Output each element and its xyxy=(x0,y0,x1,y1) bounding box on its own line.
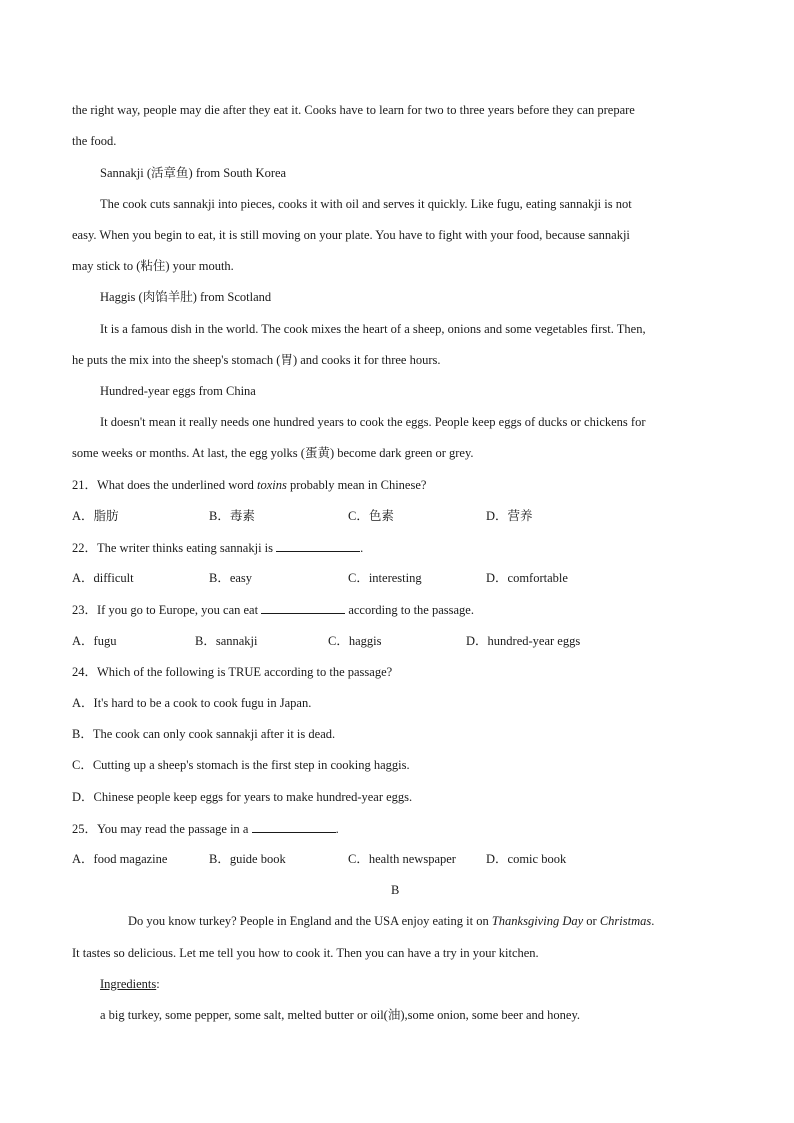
passage-line: The cook cuts sannakji into pieces, cooks it with oil and serves it quickly. Like fugu, eating sannakji is not xyxy=(100,197,632,211)
question-23-stem xyxy=(72,601,474,618)
option-c[interactable]: C．interesting xyxy=(348,571,422,585)
option-c[interactable]: C．Cutting up a sheep's stomach is the first step in cooking haggis. xyxy=(72,758,410,772)
colon: : xyxy=(156,977,160,991)
question-22-stem xyxy=(72,539,363,556)
passage-line xyxy=(128,913,654,929)
passage-line: he puts the mix into the sheep's stomach (胃) and cooks it for three hours. xyxy=(72,353,441,367)
question-text: according to the passage. xyxy=(345,603,474,617)
answer-blank[interactable] xyxy=(252,820,336,833)
passage-line: It doesn't mean it really needs one hundred years to cook the eggs. People keep eggs of ducks or chickens for xyxy=(100,415,646,429)
passage-line: easy. When you begin to eat, it is still moving on your plate. You have to fight with your food, because sannakji xyxy=(72,228,630,242)
question-text: probably mean in Chinese? xyxy=(286,478,427,492)
question-text: 22．The writer thinks eating sannakji is xyxy=(72,541,277,555)
question-24-stem: 24．Which of the following is TRUE according to the passage? xyxy=(72,665,393,679)
question-text: . xyxy=(335,822,339,836)
section-heading-sannakji: Sannakji (活章鱼) from South Korea xyxy=(100,166,287,180)
section-label-b: B xyxy=(391,883,400,897)
passage-line: the food. xyxy=(72,134,117,148)
question-25-stem xyxy=(72,820,339,837)
answer-blank[interactable] xyxy=(276,539,360,552)
option-a[interactable]: A．difficult xyxy=(72,571,134,585)
question-text: 23．If you go to Europe, you can eat xyxy=(72,603,262,617)
option-b[interactable]: B．easy xyxy=(209,571,253,585)
option-c[interactable]: C．色素 xyxy=(348,509,394,523)
ingredients-label: Ingredients xyxy=(100,977,157,991)
option-b[interactable]: B．guide book xyxy=(209,852,286,866)
option-d[interactable]: D．comfortable xyxy=(486,571,568,585)
passage-line: may stick to (粘住) your mouth. xyxy=(72,259,234,273)
question-21-stem xyxy=(72,477,426,493)
option-b[interactable]: B．毒素 xyxy=(209,509,255,523)
option-b[interactable]: B．sannakji xyxy=(195,634,258,648)
option-c[interactable]: C．haggis xyxy=(328,634,382,648)
emphasis-text: Christmas xyxy=(599,914,652,928)
option-d[interactable]: D．营养 xyxy=(486,509,533,523)
option-d[interactable]: D．hundred-year eggs xyxy=(466,634,581,648)
option-c[interactable]: C．health newspaper xyxy=(348,852,456,866)
passage-text: . xyxy=(651,914,655,928)
answer-blank[interactable] xyxy=(261,601,345,614)
option-a[interactable]: A．fugu xyxy=(72,634,117,648)
underlined-word: toxins xyxy=(257,478,287,492)
ingredients-heading xyxy=(100,976,160,992)
option-d[interactable]: D．comic book xyxy=(486,852,567,866)
section-heading-eggs: Hundred-year eggs from China xyxy=(100,384,256,398)
option-d[interactable]: D．Chinese people keep eggs for years to make hundred-year eggs. xyxy=(72,790,413,804)
emphasis-text: Thanksgiving Day xyxy=(491,914,584,928)
passage-line: some weeks or months. At last, the egg yolks (蛋黄) become dark green or grey. xyxy=(72,446,474,460)
section-heading-haggis: Haggis (肉馅羊肚) from Scotland xyxy=(100,290,272,304)
passage-text: or xyxy=(583,914,600,928)
question-text: 25．You may read the passage in a xyxy=(72,822,252,836)
option-a[interactable]: A．It's hard to be a cook to cook fugu in Japan. xyxy=(72,696,312,710)
passage-line: It is a famous dish in the world. The cook mixes the heart of a sheep, onions and some vegetables first. Then, xyxy=(100,322,646,336)
ingredients-list: a big turkey, some pepper, some salt, melted butter or oil(油),some onion, some beer and honey. xyxy=(100,1008,581,1022)
question-text: . xyxy=(360,541,364,555)
option-a[interactable]: A．脂肪 xyxy=(72,509,119,523)
passage-line: It tastes so delicious. Let me tell you how to cook it. Then you can have a try in your kitchen. xyxy=(72,946,539,960)
passage-line: the right way, people may die after they eat it. Cooks have to learn for two to three years before they can prepare xyxy=(72,103,635,117)
option-b[interactable]: B．The cook can only cook sannakji after it is dead. xyxy=(72,727,336,741)
question-text: 21．What does the underlined word xyxy=(72,478,258,492)
option-a[interactable]: A．food magazine xyxy=(72,852,168,866)
passage-text: Do you know turkey? People in England and the USA enjoy eating it on xyxy=(128,914,492,928)
